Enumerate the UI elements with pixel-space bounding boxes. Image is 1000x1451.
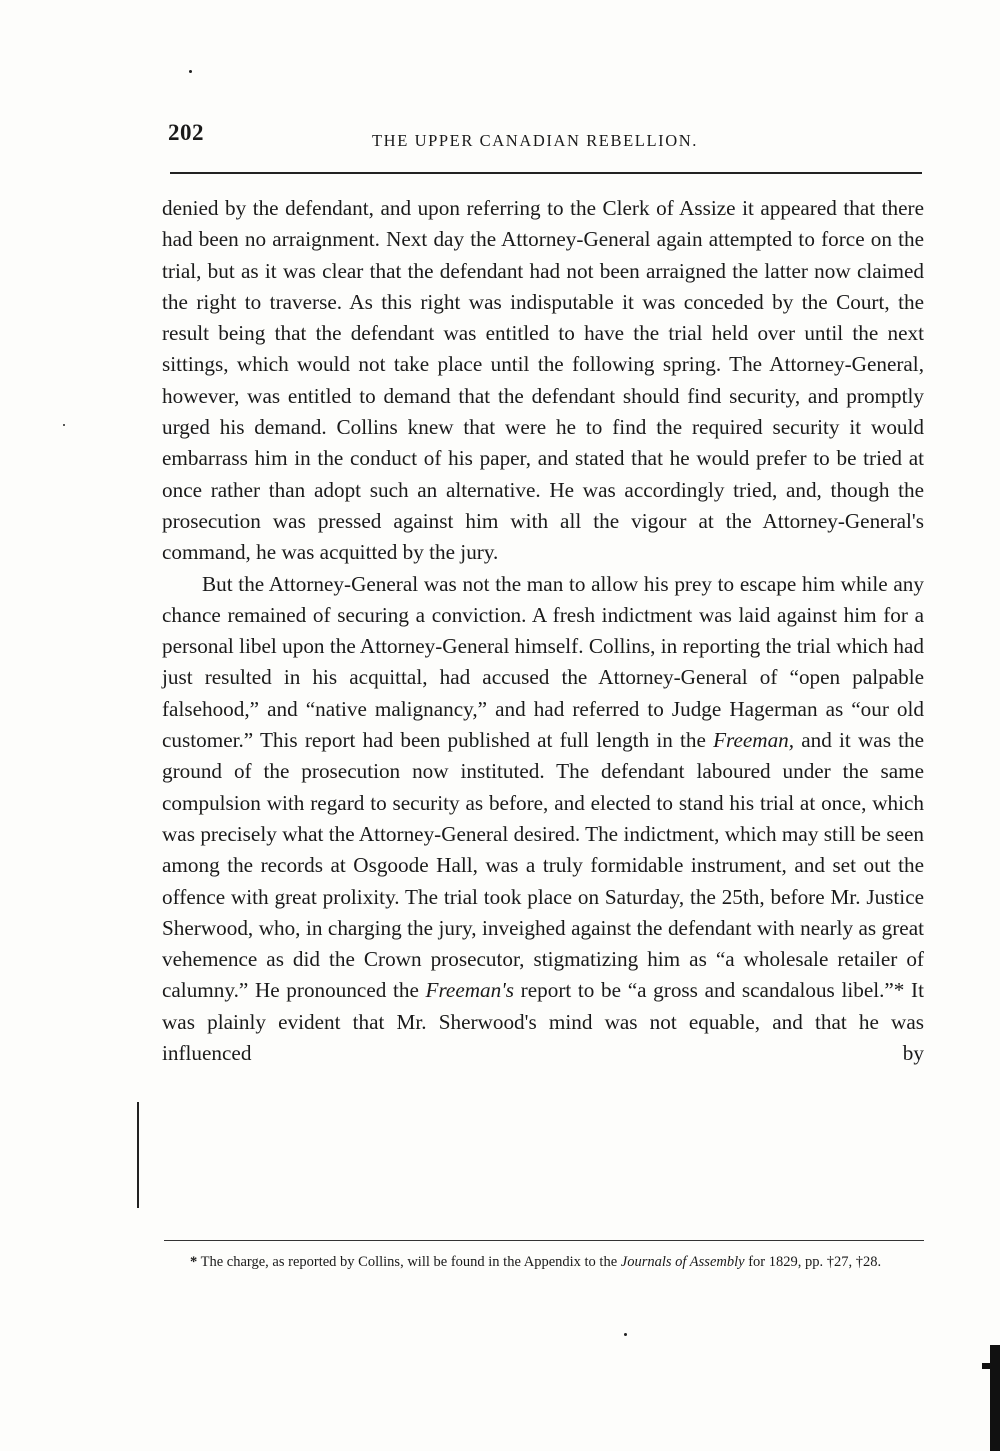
footnote-mark: * bbox=[190, 1254, 198, 1270]
stray-mark bbox=[189, 70, 192, 73]
footnote bbox=[160, 1251, 924, 1273]
italic-run: Freeman, bbox=[713, 728, 795, 753]
footnote-italic: Journals of Assembly bbox=[620, 1254, 745, 1270]
header-rule bbox=[170, 172, 922, 174]
stray-mark bbox=[63, 424, 65, 426]
stray-mark bbox=[624, 1333, 627, 1336]
text-run: denied by the defendant, and upon referring to the Clerk of Assize it appeared that there had been no arraignment. Next day the Attorney-General again attempted to force on the trial, but as it was clear that the defendant had not been arraigned the latter now claimed the right to traverse. As this right was indisputable it was conceded by the Court, the result being that the defendant was entitled to have the trial held over until the next sittings, which would not take place until the following spring. The Attorney-General, however, was entitled to demand that the defendant should find security, and promptly urged his demand. Collins knew that were he to find the required security it would embarrass him in the conduct of his paper, and stated that he would prefer to be tried at once rather than adopt such an alternative. He was accordingly tried, and, though the prosecution was pressed against him with all the vigour at the Attorney-General's command, he was acquitted by the jury. bbox=[162, 196, 924, 565]
italic-run: Freeman's bbox=[425, 978, 515, 1003]
footnote-text: The charge, as reported by Collins, will be found in the Appendix to the bbox=[200, 1254, 621, 1270]
margin-annotation-bar bbox=[137, 1102, 139, 1208]
running-title: THE UPPER CANADIAN REBELLION. bbox=[372, 131, 698, 150]
footnote-rule bbox=[164, 1240, 924, 1241]
text-run: report to be “a gross and scandalous libel.”* It was plainly evident that Mr. Sherwood's mind was not equable, and that he was influenced by bbox=[162, 978, 925, 1066]
scan-edge-mark bbox=[982, 1345, 1000, 1451]
page-number: 202 bbox=[168, 120, 204, 145]
footnote-text: for 1829, pp. †27, †28. bbox=[744, 1254, 882, 1270]
text-run: But the Attorney-General was not the man to allow his prey to escape him while any chance remained of securing a conviction. A fresh indictment was laid against him for a personal libel upon the Attorney-General himself. Collins, in reporting the trial which had just resulted in his acquittal, had accused the Attorney-General of “open palpable falsehood,” and “native malignancy,” and had referred to Judge Hagerman as “our old customer.” This report had been published at full length in the bbox=[162, 571, 924, 753]
text-run: and it was the ground of the prosecution now instituted. The defendant laboured under the same compulsion with regard to security as before, and elected to stand his trial at once, which was precisely what the Attorney-General desired. The indictment, which may still be seen among the records at Osgoode Hall, was a truly formidable instrument, and set out the offence with great prolixity. The trial took place on Saturday, the 25th, before Mr. Justice Sherwood, who, in charging the jury, inveighed against the defendant with nearly as great vehemence as did the Crown prosecutor, stigmatizing him as “a wholesale retailer of calumny.” He pronounced the bbox=[162, 728, 924, 1003]
page-header bbox=[168, 118, 922, 158]
paragraph bbox=[162, 193, 924, 569]
paragraph bbox=[162, 569, 924, 1070]
body-text bbox=[162, 193, 924, 1069]
